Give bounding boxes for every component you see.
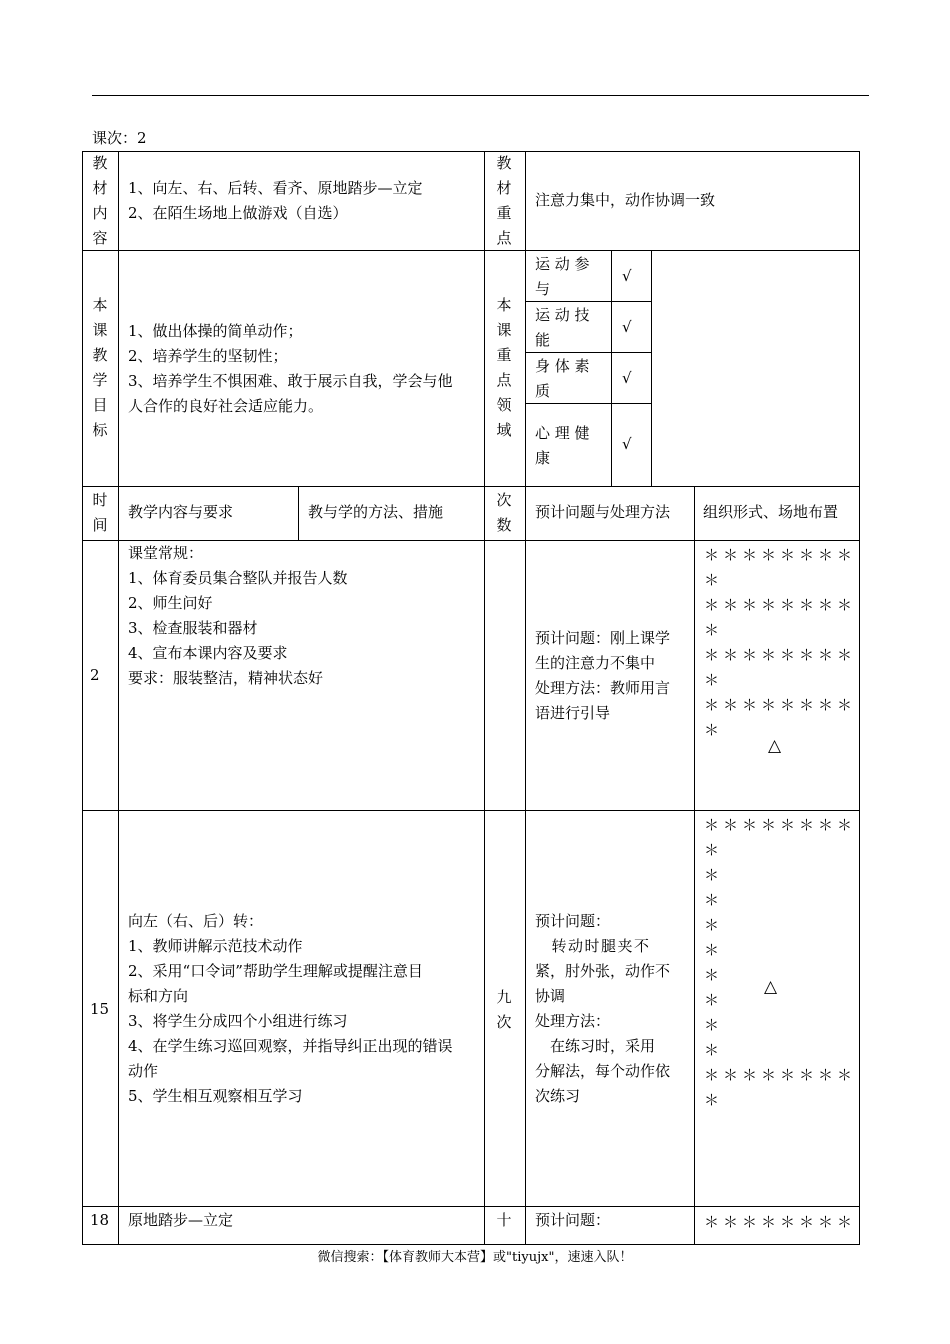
col-org-label: 组织形式、场地布置 bbox=[703, 503, 839, 521]
domain-name: 运 动 技 bbox=[535, 306, 590, 324]
row-problem-line: 协调 bbox=[535, 987, 566, 1005]
row-content-line: 原地踏步—立定 bbox=[128, 1211, 234, 1229]
domain-name: 心 理 健 bbox=[535, 424, 590, 442]
checkmark-icon: √ bbox=[622, 435, 632, 453]
row-time: 2 bbox=[90, 666, 100, 684]
footer-note: 微信搜索：【体育教师大本营】或"tiyujx"，速速入队！ bbox=[317, 1250, 633, 1265]
student-row: ＊ bbox=[704, 841, 724, 859]
checkmark-icon: √ bbox=[622, 318, 632, 336]
row-content-line: 1、体育委员集合整队并报告人数 bbox=[128, 569, 348, 587]
student-row: ＊ bbox=[704, 966, 724, 984]
row-content-line: 课堂常规： bbox=[128, 544, 204, 562]
row-problem-line: 分解法，每个动作依 bbox=[535, 1062, 671, 1080]
row-content-line: 动作 bbox=[128, 1062, 159, 1080]
lesson-number: 课次：2 bbox=[92, 129, 147, 147]
top-rule bbox=[92, 95, 869, 96]
content-label: 教材内容 bbox=[92, 154, 108, 247]
row-content-line: 4、宣布本课内容及要求 bbox=[128, 644, 288, 662]
row-content-line: 2、采用“口令词”帮助学生理解或提醒注意目 bbox=[128, 962, 423, 980]
checkmark-icon: √ bbox=[622, 369, 632, 387]
student-row: ＊ bbox=[704, 891, 724, 909]
row-problem-line: 预计问题：刚上课学 bbox=[535, 629, 671, 647]
row-problem-line: 预计问题： bbox=[535, 912, 611, 930]
teacher-triangle-icon: △ bbox=[768, 736, 782, 756]
content-line: 2、在陌生场地上做游戏（自选） bbox=[128, 204, 348, 222]
row-time: 18 bbox=[90, 1211, 110, 1229]
row-count: 九次 bbox=[496, 988, 512, 1031]
col-methods-label: 教与学的方法、措施 bbox=[308, 503, 444, 521]
row-count-cell bbox=[484, 540, 526, 811]
row-content-line: 3、将学生分成四个小组进行练习 bbox=[128, 1012, 348, 1030]
student-row: ＊ bbox=[704, 671, 724, 689]
student-row: ＊ bbox=[704, 916, 724, 934]
row-problem-line: 处理方法： bbox=[535, 1012, 611, 1030]
checkmark-icon: √ bbox=[622, 267, 632, 285]
col-time-label: 时间 bbox=[92, 491, 108, 534]
objective-line: 人合作的良好社会适应能力。 bbox=[128, 397, 324, 415]
objectives-label: 本课教学目标 bbox=[92, 296, 108, 439]
row-problem-line: 预计问题： bbox=[535, 1211, 611, 1229]
content-line: 1、向左、右、后转、看齐、原地踏步—立定 bbox=[128, 179, 423, 197]
student-row: ＊ bbox=[704, 721, 724, 739]
row-problem-line: 生的注意力不集中 bbox=[535, 654, 656, 672]
student-row: ＊＊＊＊＊＊＊＊ bbox=[704, 816, 857, 834]
student-row: ＊ bbox=[704, 941, 724, 959]
objective-line: 2、培养学生的坚韧性； bbox=[128, 347, 288, 365]
blank-cell bbox=[651, 250, 860, 487]
domain-name: 身 体 素 bbox=[535, 357, 590, 375]
row-content-line: 2、师生问好 bbox=[128, 594, 213, 612]
student-row: ＊＊＊＊＊＊＊＊ bbox=[704, 696, 857, 714]
row-count: 十 bbox=[496, 1211, 512, 1229]
row-problem-line: 处理方法：教师用言 bbox=[535, 679, 671, 697]
row-problem-line: 在练习时，采用 bbox=[535, 1037, 656, 1055]
row-time: 15 bbox=[90, 1000, 110, 1018]
student-row: ＊ bbox=[704, 991, 724, 1009]
row-problem-line: 语进行引导 bbox=[535, 704, 611, 722]
domain-name: 运 动 参 bbox=[535, 255, 590, 273]
col-content-label: 教学内容与要求 bbox=[128, 503, 234, 521]
row-time-cell bbox=[82, 540, 119, 811]
row-content-line: 向左（右、后）转： bbox=[128, 912, 264, 930]
row-problem-line: 次练习 bbox=[535, 1087, 581, 1105]
col-problems-label: 预计问题与处理方法 bbox=[535, 503, 671, 521]
student-row: ＊ bbox=[704, 571, 724, 589]
student-row: ＊＊＊＊＊＊＊＊ bbox=[704, 1066, 857, 1084]
key-text: 注意力集中，动作协调一致 bbox=[535, 191, 716, 209]
domain-name: 康 bbox=[535, 449, 551, 467]
student-row: ＊＊＊＊＊＊＊＊ bbox=[704, 596, 857, 614]
key-label: 教材重点 bbox=[496, 154, 512, 247]
row-content-line: 5、学生相互观察相互学习 bbox=[128, 1087, 303, 1105]
col-count-label: 次数 bbox=[496, 491, 512, 534]
row-content-line: 4、在学生练习巡回观察，并指导纠正出现的错误 bbox=[128, 1037, 453, 1055]
row-content-line: 要求：服装整洁，精神状态好 bbox=[128, 669, 324, 687]
domain-name: 质 bbox=[535, 382, 551, 400]
objective-line: 3、培养学生不惧困难、敢于展示自我，学会与他 bbox=[128, 372, 453, 390]
row-content-line: 3、检查服装和器材 bbox=[128, 619, 258, 637]
domain-name: 与 bbox=[535, 280, 551, 298]
row-problem-line: 转动时腿夹不 bbox=[535, 937, 651, 955]
student-row: ＊ bbox=[704, 866, 724, 884]
student-row: ＊ bbox=[704, 1016, 724, 1034]
row-problem-line: 紧，肘外张，动作不 bbox=[535, 962, 671, 980]
student-row: ＊＊＊＊＊＊＊＊ bbox=[704, 546, 857, 564]
student-row: ＊ bbox=[704, 1091, 724, 1109]
domain-label: 本课重点领域 bbox=[496, 296, 512, 439]
teacher-triangle-icon: △ bbox=[764, 977, 778, 997]
objective-line: 1、做出体操的简单动作； bbox=[128, 322, 303, 340]
student-row: ＊＊＊＊＊＊＊＊ bbox=[704, 646, 857, 664]
row-content-line: 1、教师讲解示范技术动作 bbox=[128, 937, 303, 955]
student-row: ＊ bbox=[704, 1041, 724, 1059]
student-row: ＊ bbox=[704, 621, 724, 639]
row-content-line: 标和方向 bbox=[128, 987, 189, 1005]
student-row: ＊＊＊＊＊＊＊＊ bbox=[704, 1213, 857, 1231]
domain-name: 能 bbox=[535, 331, 551, 349]
